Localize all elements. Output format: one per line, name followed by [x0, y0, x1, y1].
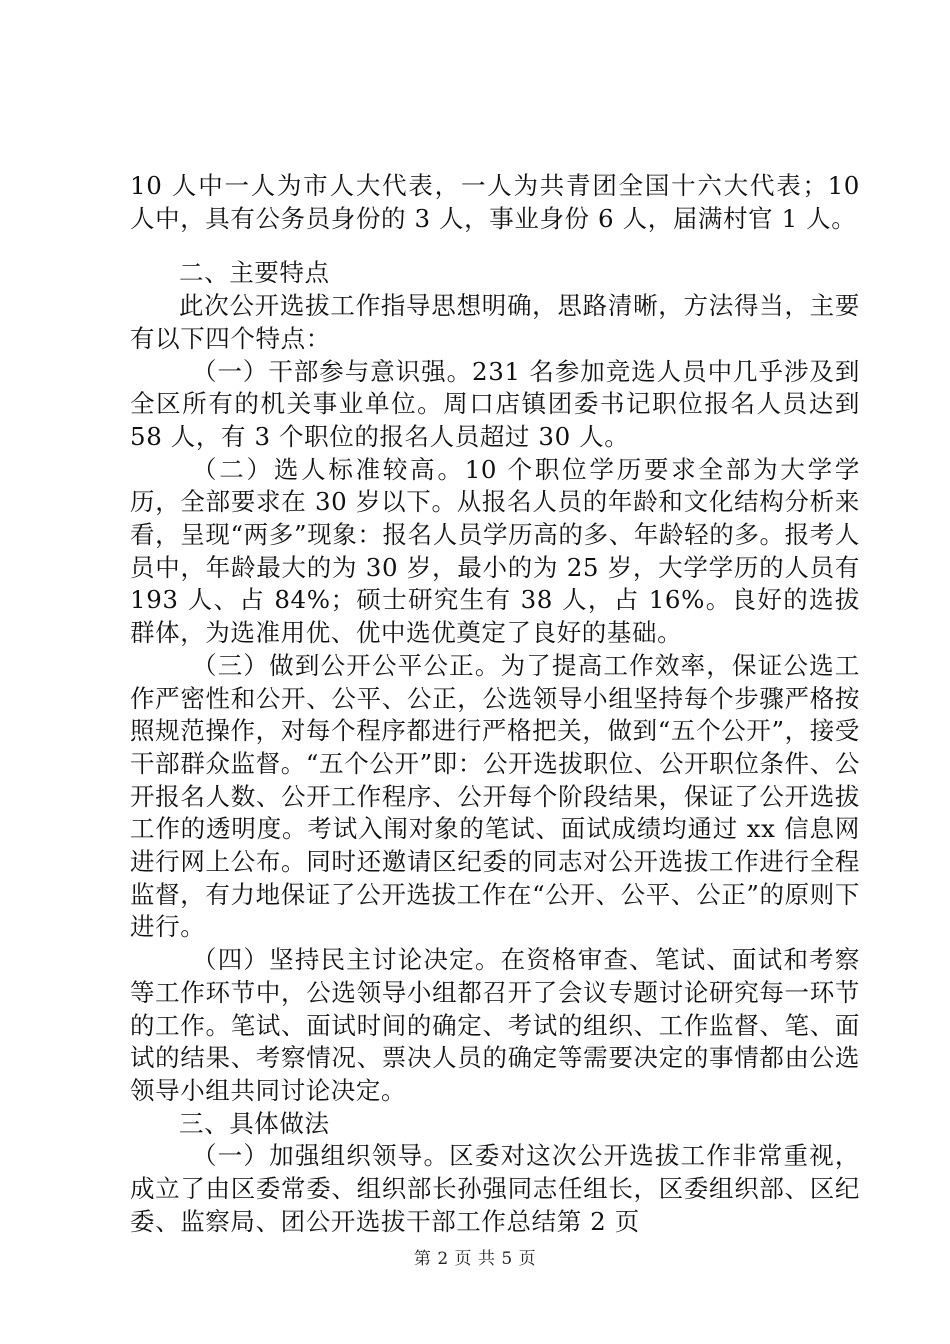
paragraph-feature-2: （二）选人标准较高。10 个职位学历要求全部为大学学历，全部要求在 30 岁以下。从报名人员的年龄和文化结构分析来看，呈现“两多”现象：报名人员学历高的多、年龄轻的多。报考人员中，年龄最大的为 30 岁，最小的为 25 岁，大学学历的人员有 193 人、占 84%；硕士研究生有 38 人，占 16%。良好的选拔群体，为选准用优、优中选优奠定了良好的基础。: [130, 454, 860, 648]
document-body: [130, 170, 860, 1239]
paragraph-method-1: （一）加强组织领导。区委对这次公开选拔工作非常重视，成立了由区委常委、组织部长孙强同志任组长，区委组织部、区纪委、监察局、团公开选拔干部工作总结第 2 页: [130, 1141, 860, 1236]
section-heading-methods: 三、具体做法: [179, 1108, 330, 1138]
section-heading-features: 二、主要特点: [179, 258, 330, 288]
paragraph-feature-1: （一）干部参与意识强。231 名参加竞选人员中几乎涉及到全区所有的机关事业单位。周口店镇团委书记职位报名人员达到 58 人，有 3 个职位的报名人员超过 30 人。: [130, 356, 860, 451]
paragraph-feature-3: （三）做到公开公平公正。为了提高工作效率，保证公选工作严密性和公开、公平、公正，公选领导小组坚持每个步骤严格按照规范操作，对每个程序都进行严格把关，做到“五个公开”，接受干部群众监督。“五个公开”即：公开选拔职位、公开职位条件、公开报名人数、公开工作程序、公开每个阶段结果，保证了公开选拔工作的透明度。考试入闱对象的笔试、面试成绩均通过 xx 信息网进行网上公布。同时还邀请区纪委的同志对公开选拔工作进行全程监督，有力地保证了公开选拔工作在“公开、公平、公正”的原则下进行。: [130, 650, 860, 942]
paragraph-continuation: 10 人中一人为市人大代表，一人为共青团全国十六大代表；10 人中，具有公务员身份的 3 人，事业身份 6 人，届满村官 1 人。: [130, 171, 860, 233]
page-footer: 第 2 页 共 5 页: [413, 1249, 537, 1269]
paragraph-gap: [130, 235, 860, 257]
paragraph-feature-4: （四）坚持民主讨论决定。在资格审查、笔试、面试和考察等工作环节中，公选领导小组都召开了会议专题讨论研究每一环节的工作。笔试、面试时间的确定、考试的组织、工作监督、笔、面试的结果、考察情况、票决人员的确定等需要决定的事情都由公选领导小组共同讨论决定。: [130, 945, 860, 1105]
paragraph-features-intro: 此次公开选拔工作指导思想明确，思路清晰，方法得当，主要有以下四个特点：: [130, 291, 860, 353]
